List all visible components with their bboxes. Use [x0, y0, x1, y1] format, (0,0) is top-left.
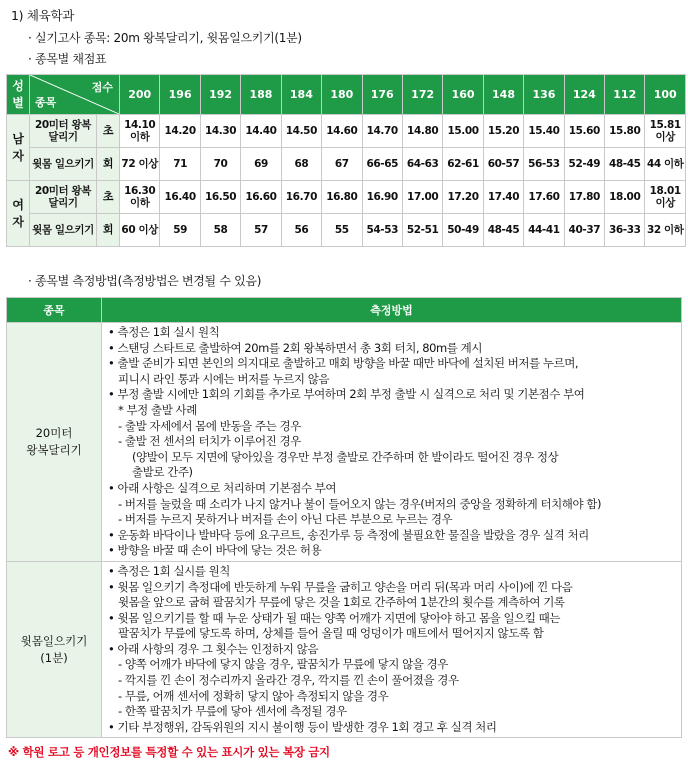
score-col: 196	[160, 75, 200, 115]
score-col: 192	[200, 75, 240, 115]
sex-cell: 여자	[7, 181, 30, 247]
score-cell: 17.00	[402, 181, 442, 214]
method-line: • 윗몸 일으키기를 할 때 누운 상태가 될 때는 양쪽 어깨가 지면에 닿아야 하고 몸을 일으킬 때는	[108, 610, 561, 625]
event-label: 종목	[35, 96, 57, 109]
method-event-cell: 윗몸일으키기 (1분)	[7, 561, 102, 738]
score-row	[7, 115, 686, 148]
score-cell: 48-45	[605, 148, 645, 181]
sex-cell: 남자	[7, 115, 30, 181]
score-cell: 52-49	[564, 148, 604, 181]
score-table	[6, 74, 686, 247]
score-cell: 14.50	[281, 115, 321, 148]
dress-code-warning: ※ 학원 로고 등 개인정보를 특정할 수 있는 표시가 있는 복장 금지	[8, 745, 330, 759]
event-cell: 20미터 왕복달리기	[30, 181, 97, 214]
unit-cell: 회	[97, 214, 120, 247]
score-cell: 15.40	[524, 115, 564, 148]
score-cell: 17.80	[564, 181, 604, 214]
section-title: 1) 체육학과	[11, 8, 75, 23]
method-line: 피니시 라인 통과 시에는 버저를 누르지 않음	[118, 371, 330, 386]
method-line: • 출발 준비가 되면 본인의 의지대로 출발하고 매회 방향을 바꿀 때만 바닥에 설치된 버저를 누르며,	[108, 356, 579, 371]
score-cell: 14.80	[402, 115, 442, 148]
score-row	[7, 148, 686, 181]
score-cell: 70	[200, 148, 240, 181]
method-line: - 버저를 눌렀을 때 소리가 나지 않거나 불이 들어오지 않는 경우(버저의 중앙을 정확하게 터치해야 함)	[118, 496, 602, 511]
event-cell: 20미터 왕복달리기	[30, 115, 97, 148]
score-cell: 15.80	[605, 115, 645, 148]
method-line: - 버저를 누르지 못하거나 버저를 손이 아닌 다른 부분으로 누르는 경우	[118, 512, 453, 527]
score-row	[7, 214, 686, 247]
score-cell: 17.40	[483, 181, 523, 214]
score-cell: 44 이하	[645, 148, 686, 181]
score-cell: 50-49	[443, 214, 483, 247]
method-line: - 양쪽 어깨가 바닥에 닿지 않을 경우, 팔꿈치가 무릎에 닿지 않을 경우	[118, 657, 448, 672]
method-line: • 측정은 1회 실시를 원칙	[108, 563, 230, 578]
score-cell: 66-65	[362, 148, 402, 181]
method-line: • 아래 사항은 실격으로 처리하며 기본점수 부여	[108, 480, 337, 495]
method-line: • 기타 부정행위, 감독위원의 지시 불이행 등이 발생한 경우 1회 경고 후 실격 처리	[108, 719, 497, 734]
method-event-cell: 20미터 왕복달리기	[7, 323, 102, 562]
score-cell: 60-57	[483, 148, 523, 181]
score-cell: 57	[241, 214, 281, 247]
method-line: • 윗몸 일으키기 측정대에 반듯하게 누워 무릎을 굽히고 양손을 머리 뒤(목과 머리 사이)에 낀 다음	[108, 579, 573, 594]
score-table-caption: · 종목별 채점표	[28, 52, 107, 66]
score-cell: 32 이하	[645, 214, 686, 247]
method-table-caption: · 종목별 측정방법(측정방법은 변경될 수 있음)	[28, 274, 262, 288]
method-line: 출발로 간주)	[132, 465, 193, 480]
score-cell: 52-51	[402, 214, 442, 247]
score-col: 176	[362, 75, 402, 115]
score-cell: 48-45	[483, 214, 523, 247]
score-cell: 54-53	[362, 214, 402, 247]
event-cell: 윗몸 일으키기	[30, 214, 97, 247]
score-cell: 71	[160, 148, 200, 181]
score-cell: 72 이상	[120, 148, 160, 181]
score-cell: 16.50	[200, 181, 240, 214]
method-line: • 운동화 바닥이나 발바닥 등에 요구르트, 송진가루 등 측정에 불필요한 물질을 발랐을 경우 실격 처리	[108, 527, 589, 542]
score-cell: 17.20	[443, 181, 483, 214]
unit-cell: 회	[97, 148, 120, 181]
score-cell: 14.40	[241, 115, 281, 148]
score-cell: 16.70	[281, 181, 321, 214]
method-description	[102, 323, 682, 562]
score-cell: 67	[322, 148, 362, 181]
method-line: 윗몸을 앞으로 굽혀 팔꿈치가 무릎에 닿은 것을 1회로 간주하여 1분간의 횟수를 계측하여 기록	[118, 595, 565, 610]
score-cell: 15.81 이상	[645, 115, 686, 148]
method-line: • 스탠딩 스타트로 출발하여 20m를 2회 왕복하면서 총 3회 터치, 80m를 계시	[108, 340, 482, 355]
score-cell: 62-61	[443, 148, 483, 181]
score-cell: 15.00	[443, 115, 483, 148]
score-col: 112	[605, 75, 645, 115]
score-col: 160	[443, 75, 483, 115]
score-cell: 58	[200, 214, 240, 247]
exam-events-line: · 실기고사 종목: 20m 왕복달리기, 윗몸일으키기(1분)	[28, 31, 302, 45]
score-cell: 16.40	[160, 181, 200, 214]
score-cell: 15.20	[483, 115, 523, 148]
score-label: 점수	[91, 81, 113, 94]
method-description	[102, 561, 682, 738]
event-score-header	[30, 75, 120, 115]
score-cell: 18.00	[605, 181, 645, 214]
method-event-header: 종목	[7, 298, 102, 323]
score-col: 184	[281, 75, 321, 115]
method-line: • 방향을 바꿀 때 손이 바닥에 닿는 것은 허용	[108, 543, 322, 558]
method-row	[7, 323, 682, 562]
score-cell: 15.60	[564, 115, 604, 148]
event-cell: 윗몸 일으키기	[30, 148, 97, 181]
method-line: • 부정 출발 시에만 1회의 기회를 추가로 부여하며 2회 부정 출발 시 실격으로 처리 및 기본점수 부여	[108, 387, 585, 402]
score-col: 136	[524, 75, 564, 115]
method-row	[7, 561, 682, 738]
score-cell: 16.80	[322, 181, 362, 214]
unit-cell: 초	[97, 181, 120, 214]
method-line: (양발이 모두 지면에 닿아있을 경우만 부정 출발로 간주하며 한 발이라도 떨어진 경우 정상	[132, 449, 559, 464]
method-line: • 측정은 1회 실시 원칙	[108, 325, 220, 339]
unit-cell: 초	[97, 115, 120, 148]
score-cell: 40-37	[564, 214, 604, 247]
score-cell: 14.60	[322, 115, 362, 148]
score-col: 100	[645, 75, 686, 115]
score-cell: 56-53	[524, 148, 564, 181]
method-line: - 깍지를 낀 손이 정수리까지 올라간 경우, 깍지를 낀 손이 풀어졌을 경우	[118, 673, 459, 688]
score-cell: 14.30	[200, 115, 240, 148]
score-cell: 68	[281, 148, 321, 181]
score-cell: 16.30 이하	[120, 181, 160, 214]
method-line: - 출발 자세에서 몸에 반동을 주는 경우	[118, 418, 301, 433]
score-cell: 69	[241, 148, 281, 181]
score-col: 200	[120, 75, 160, 115]
score-col: 172	[402, 75, 442, 115]
score-col: 148	[483, 75, 523, 115]
sex-header: 성별	[7, 75, 30, 115]
score-cell: 14.20	[160, 115, 200, 148]
score-col: 180	[322, 75, 362, 115]
score-cell: 64-63	[402, 148, 442, 181]
score-cell: 36-33	[605, 214, 645, 247]
method-line: • 아래 사항의 경우 그 횟수는 인정하지 않음	[108, 641, 318, 656]
score-cell: 59	[160, 214, 200, 247]
score-cell: 18.01 이상	[645, 181, 686, 214]
score-col: 188	[241, 75, 281, 115]
score-cell: 16.60	[241, 181, 281, 214]
score-cell: 14.10 이하	[120, 115, 160, 148]
score-cell: 16.90	[362, 181, 402, 214]
method-line: 팔꿈치가 무릎에 닿도록 하며, 상체를 들어 올릴 때 엉덩이가 매트에서 떨어지지 않도록 함	[118, 626, 544, 641]
method-line: - 한쪽 팔꿈치가 무릎에 닿아 센서에 측정될 경우	[118, 704, 347, 719]
score-cell: 14.70	[362, 115, 402, 148]
score-row	[7, 181, 686, 214]
method-header: 측정방법	[102, 298, 682, 323]
score-cell: 17.60	[524, 181, 564, 214]
score-cell: 56	[281, 214, 321, 247]
method-line: - 출발 전 센서의 터치가 이루어진 경우	[118, 434, 301, 449]
score-cell: 44-41	[524, 214, 564, 247]
score-col: 124	[564, 75, 604, 115]
method-line: - 무릎, 어깨 센서에 정확히 닿지 않아 측정되지 않을 경우	[118, 688, 389, 703]
method-line: * 부정 출발 사례	[118, 402, 197, 417]
method-table	[6, 297, 682, 738]
score-cell: 60 이상	[120, 214, 160, 247]
score-cell: 55	[322, 214, 362, 247]
